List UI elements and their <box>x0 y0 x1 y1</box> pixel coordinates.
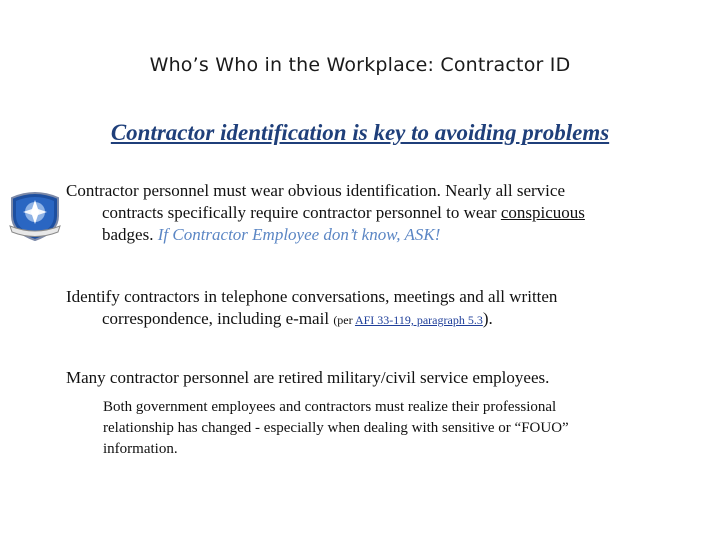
p1-line3-text: badges. <box>102 225 158 244</box>
p4-line2: relationship has changed - especially when dealing with sensitive or “FOUO” <box>103 420 569 436</box>
p2-line2 <box>66 308 706 331</box>
p1-line2 <box>66 202 706 224</box>
p2-paren-open: (per <box>333 313 355 327</box>
p2-paren-close: ). <box>482 309 493 328</box>
p1-line1: Contractor personnel must wear obvious identification. Nearly all service <box>66 181 565 200</box>
paragraph-identify-contractors <box>66 286 706 331</box>
p1-line3 <box>66 224 706 246</box>
air-force-command-shield-icon <box>6 186 64 244</box>
p4-line3: information. <box>103 441 178 457</box>
slide-title: Who’s Who in the Workplace: Contractor ID <box>149 54 571 76</box>
p4-line1: Both government employees and contractors must realize their professional <box>103 399 557 415</box>
paragraph-identification <box>66 180 706 246</box>
paragraph-retired-personnel <box>66 367 706 389</box>
paragraph-professional-relationship <box>103 397 703 460</box>
slide-subtitle: Contractor identification is key to avoiding problems <box>110 120 610 145</box>
afi-reference-link[interactable]: AFI 33-119, paragraph 5.3 <box>354 313 483 327</box>
p2-line1: Identify contractors in telephone conversations, meetings and all written <box>66 287 558 306</box>
p1-emphasis: If Contractor Employee don’t know, ASK! <box>157 225 441 244</box>
p1-line2-text: contracts specifically require contractor personnel to wear <box>102 203 501 222</box>
p3-line1: Many contractor personnel are retired military/civil service employees. <box>66 368 550 387</box>
p1-underlined-word: conspicuous <box>500 203 585 222</box>
p2-line2-text: correspondence, including e-mail <box>102 309 334 328</box>
